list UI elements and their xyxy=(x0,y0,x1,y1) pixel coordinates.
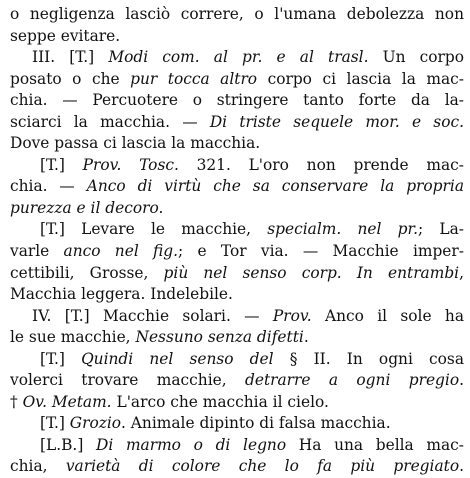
text-line-12: varle anco nel fig.; e Tor via. — Macchie imper- xyxy=(10,242,464,261)
text-line-22: chia, varietà di colore che lo fa più pregiato. xyxy=(10,457,464,476)
text-line-16: le sue macchie, Nessuno senza difetti. xyxy=(10,328,309,347)
text-line-17: [T.] Quindi nel senso del § II. In ogni cosa xyxy=(40,349,464,368)
text-line-4: posato o che pur tocca altro corpo ci lascia la mac- xyxy=(10,69,464,88)
text-line-5: chia. — Percuotere o stringere tanto forte da la- xyxy=(10,91,464,110)
text-line-11: [T.] Levare le macchie, specialm. nel pr.; La- xyxy=(40,220,464,239)
text-line-8: [T.] Prov. Tosc. 321. L'oro non prende mac- xyxy=(40,155,464,174)
text-line-7: Dove passa ci lascia la macchia. xyxy=(10,134,261,153)
text-line-9: chia. — Anco di virtù che sa conservare la propria xyxy=(10,177,464,196)
text-line-18: volerci trovare macchie, detrarre a ogni pregio. xyxy=(10,371,464,390)
text-line-19: † Ov. Metam. L'arco che macchia il cielo. xyxy=(10,392,329,411)
section-iii-heading: III. [T.] Modi com. al pr. e al trasl. Un corpo xyxy=(32,48,464,67)
text-line-2: seppe evitare. xyxy=(10,26,121,45)
text-line-6: sciarci la macchia. — Di triste sequele mor. e soc. xyxy=(10,112,464,131)
text-line-14: Macchia leggera. Indelebile. xyxy=(10,285,233,304)
text-line-10: purezza e il decoro. xyxy=(10,198,164,217)
text-line-1: o negligenza lasciò correre, o l'umana debolezza non xyxy=(10,5,464,23)
text-line-21: [L.B.] Di marmo o di legno Ha una bella mac- xyxy=(40,435,464,454)
text-line-13: cettibili, Grosse, più nel senso corp. In entrambi, xyxy=(10,263,464,282)
text-line-20: [T.] Grozio. Animale dipinto di falsa macchia. xyxy=(40,414,391,433)
section-iv-heading: IV. [T.] Macchie solari. — Prov. Anco il sole ha xyxy=(32,306,464,325)
